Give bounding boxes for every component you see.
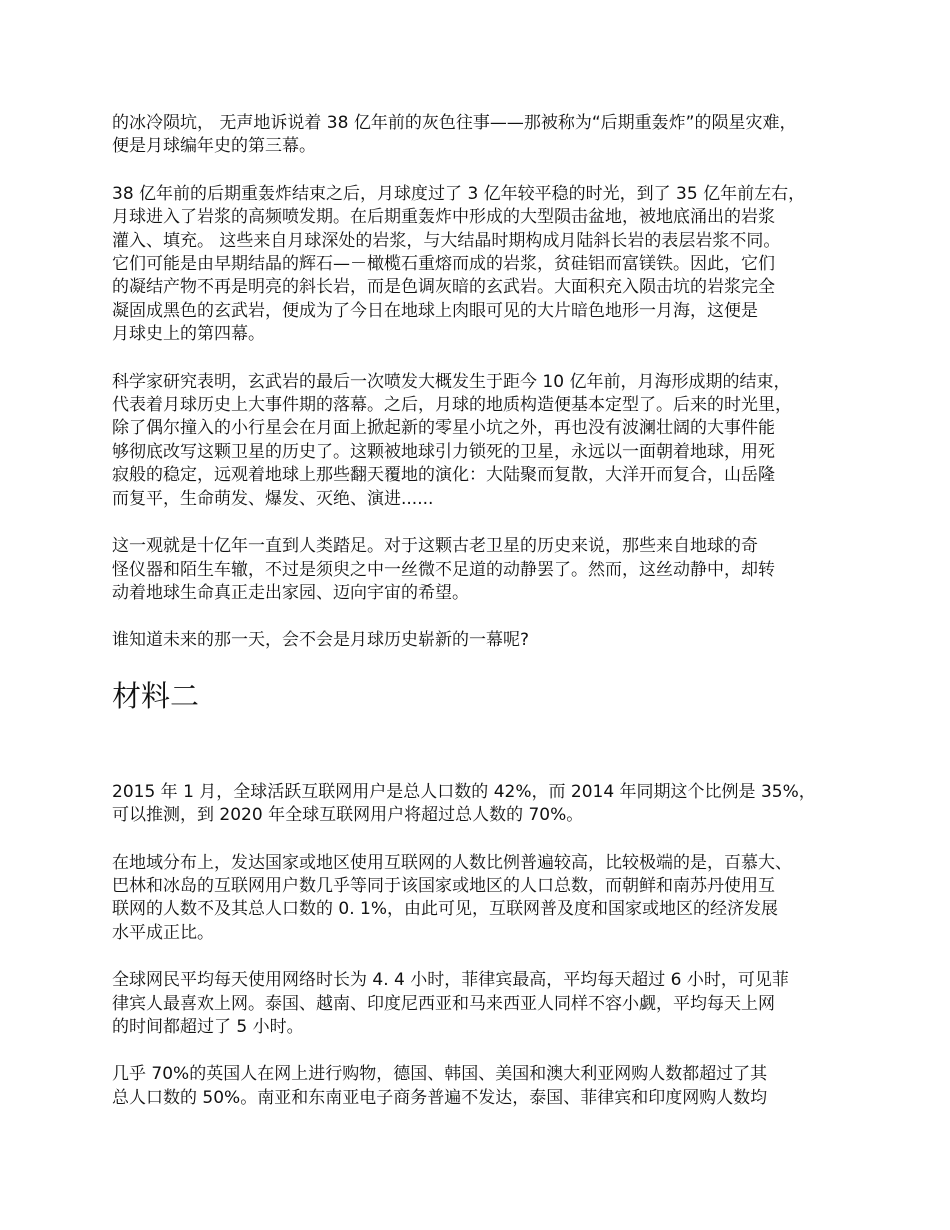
text-line: 代表着月球历史上大事件期的落幕。之后，月球的地质构造便基本定型了。后来的时光里， (112, 395, 792, 416)
text-line: 便是月球编年史的第三幕。 (112, 136, 316, 157)
spacer (112, 715, 872, 781)
text-line: 凝固成黑色的玄武岩，便成为了今日在地球上肉眼可见的大片暗色地形一月海，这便是 (112, 300, 758, 321)
paragraph-magma-eruption (112, 183, 872, 347)
text-line: 它们可能是由早期结晶的辉石—－橄榄石重熔而成的岩浆，贫硅铝而富镁铁。因此，它们 (112, 254, 775, 275)
text-line: 联网的人数不及其总人口数的 0. 1%，由此可见，互联网普及度和国家或地区的经济发展 (112, 899, 778, 920)
text-line: 几乎 70%的英国人在网上进行购物，德国、韩国、美国和澳大利亚网购人数都超过了其 (112, 1064, 768, 1085)
text-line: 而复平，生命萌发、爆发、灭绝、演进...... (112, 488, 434, 509)
text-line: 除了偶尔撞入的小行星会在月面上掀起新的零星小坑之外，再也没有波澜壮阔的大事件能 (112, 418, 775, 439)
paragraph-future-question (112, 629, 872, 652)
paragraph-online-shopping (112, 1063, 872, 1110)
text-line: 38 亿年前的后期重轰炸结束之后，月球度过了 3 亿年较平稳的时光，到了 35 亿年前左右， (112, 183, 806, 204)
text-line: 2015 年 1 月，全球活跃互联网用户是总人口数的 42%，而 2014 年同期这个比例是 35%， (112, 781, 816, 802)
paragraph-regional-distribution (112, 852, 872, 946)
text-line: 月球史上的第四幕。 (112, 324, 265, 345)
text-line: 动着地球生命真正走出家园、迈向宇宙的希望。 (112, 582, 469, 603)
text-line: 灌入、填充。 这些来自月球深处的岩浆，与大结晶时期构成月陆斜长岩的表层岩浆不同。 (112, 230, 781, 251)
text-line: 总人口数的 50%。南亚和东南亚电子商务普遍不发达，泰国、菲律宾和印度网购人数均 (112, 1087, 768, 1108)
section-title-material-two: 材料二 (112, 678, 200, 713)
text-line: 月球进入了岩浆的高频喷发期。在后期重轰炸中形成的大型陨击盆地，被地底涌出的岩浆 (112, 207, 775, 228)
paragraph-last-eruption (112, 371, 872, 511)
text-line: 的凝结产物不再是明亮的斜长岩，而是色调灰暗的玄武岩。大面积充入陨击坑的岩浆完全 (112, 277, 775, 298)
document-page (112, 112, 872, 1134)
text-line: 的时间都超过了 5 小时。 (112, 1016, 304, 1037)
text-line: 这一观就是十亿年一直到人类踏足。对于这颗古老卫星的历史来说，那些来自地球的奇 (112, 536, 758, 557)
text-line: 科学家研究表明，玄武岩的最后一次喷发大概发生于距今 10 亿年前，月海形成期的结束， (112, 371, 791, 392)
text-line: 寂般的稳定，远观着地球上那些翻天覆地的演化：大陆聚而复散，大洋开而复合，山岳隆 (112, 465, 775, 486)
text-line: 律宾人最喜欢上网。泰国、越南、印度尼西亚和马来西亚人同样不容小觑，平均每天上网 (112, 993, 775, 1014)
paragraph-late-heavy-bombardment (112, 112, 872, 159)
text-line: 怪仪器和陌生车辙，不过是须臾之中一丝微不足道的动静罢了。然而，这丝动静中，却转 (112, 559, 775, 580)
text-line: 在地域分布上，发达国家或地区使用互联网的人数比例普遍较高，比较极端的是，百慕大、 (112, 852, 792, 873)
text-line: 可以推测，到 2020 年全球互联网用户将超过总人数的 70%。 (112, 805, 584, 826)
paragraph-internet-users (112, 781, 872, 828)
text-line: 全球网民平均每天使用网络时长为 4. 4 小时，菲律宾最高，平均每天超过 6 小时，可见菲 (112, 970, 789, 991)
text-line: 够彻底改写这颗卫星的历史了。这颗被地球引力锁死的卫星，永远以一面朝着地球，用死 (112, 441, 775, 462)
text-line: 水平成正比。 (112, 922, 214, 943)
paragraph-daily-usage (112, 969, 872, 1039)
text-line: 巴林和冰岛的互联网用户数几乎等同于该国家或地区的人口总数，而朝鲜和南苏丹使用互 (112, 875, 775, 896)
text-line: 的冰冷陨坑， 无声地诉说着 38 亿年前的灰色往事——那被称为“后期重轰炸”的陨星灾难， (112, 113, 797, 133)
text-line: 谁知道未来的那一天，会不会是月球历史崭新的一幕呢? (112, 630, 530, 651)
paragraph-human-landing (112, 535, 872, 605)
